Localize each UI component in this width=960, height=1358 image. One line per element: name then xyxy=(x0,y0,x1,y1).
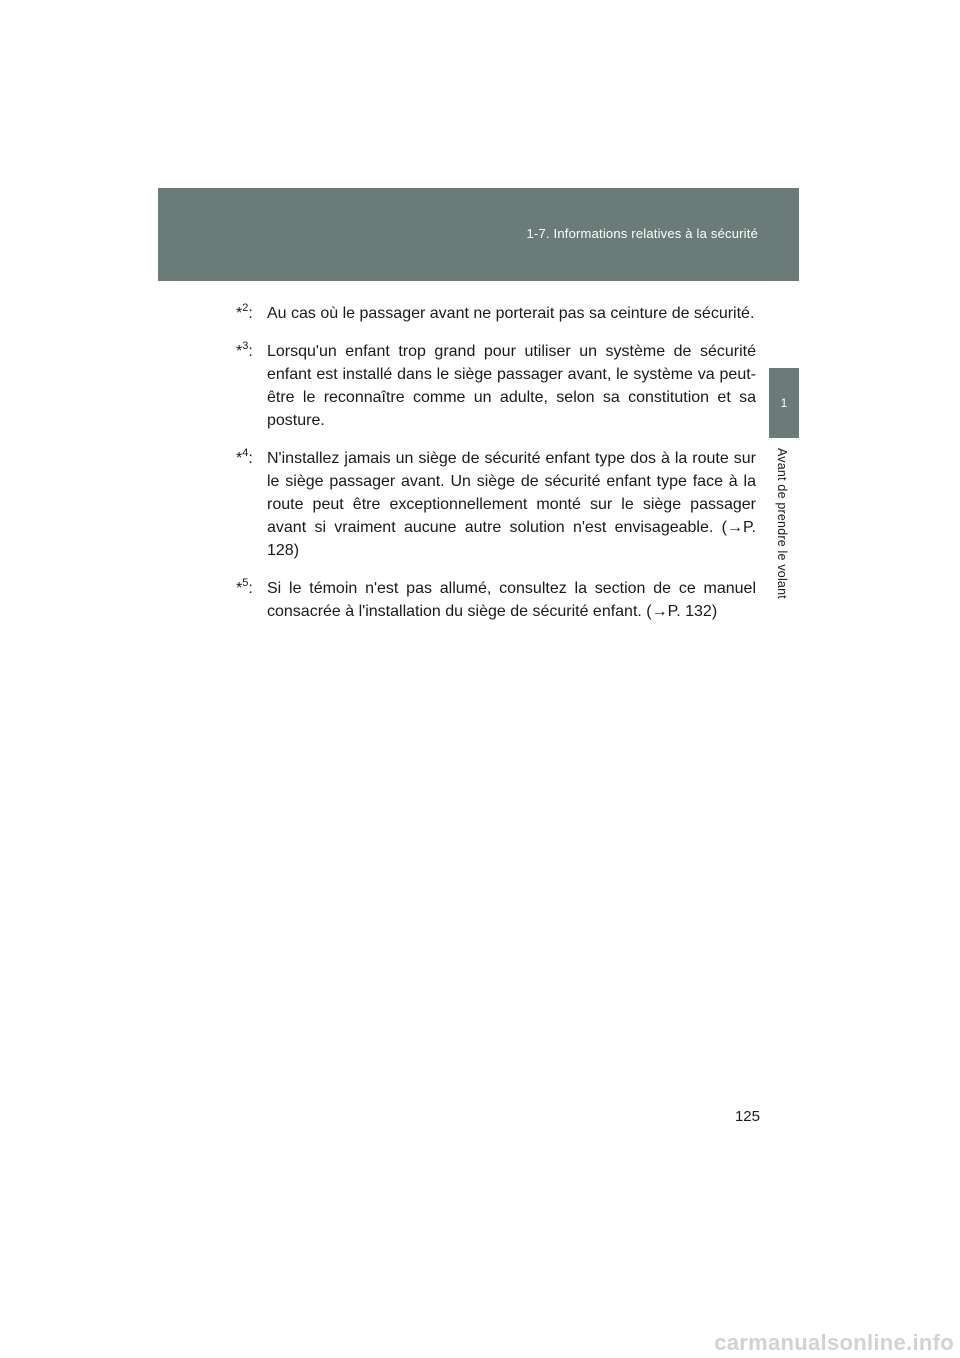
chapter-tab xyxy=(769,368,799,438)
footnote xyxy=(236,302,756,325)
header-band xyxy=(158,188,799,281)
chapter-title: Avant de prendre le volant xyxy=(775,448,789,599)
footnote xyxy=(236,340,756,432)
footnote xyxy=(236,577,756,623)
footnote-text: N'installez jamais un siège de sécurité enfant type dos à la route sur le siège passager avant. Un siège de sécurité enfant type face à la route peut être exceptionnellement monté sur le siège passager avant si vraiment aucune autre solution n'est envisageable. (→P. 128) xyxy=(267,450,756,559)
chapter-number: 1 xyxy=(780,396,788,410)
footnote-text: Si le témoin n'est pas allumé, consultez la section de ce manuel consacrée à l'installation du siège de sécurité enfant. (→P. 132) xyxy=(267,580,756,620)
footnote-marker: *$^3$: xyxy=(236,339,253,360)
footnote xyxy=(236,447,756,562)
footnote-marker: *$^5$: xyxy=(236,576,253,597)
footnote-text: Au cas où le passager avant ne porterait pas sa ceinture de sécurité. xyxy=(267,305,755,322)
watermark: carmanualsonline.info xyxy=(714,1330,954,1355)
section-title: 1-7. Informations relatives à la sécurité xyxy=(526,226,758,241)
footnotes xyxy=(236,302,756,638)
footnote-text: Lorsqu'un enfant trop grand pour utiliser un système de sécurité enfant est installé dans le siège passager avant, le système va peut-être le reconnaître comme un adulte, selon sa constitution et sa posture. xyxy=(267,343,756,429)
page-number: 125 xyxy=(734,1108,760,1125)
footnote-marker: *$^2$: xyxy=(236,301,253,322)
footnote-marker: *$^4$: xyxy=(236,446,253,467)
